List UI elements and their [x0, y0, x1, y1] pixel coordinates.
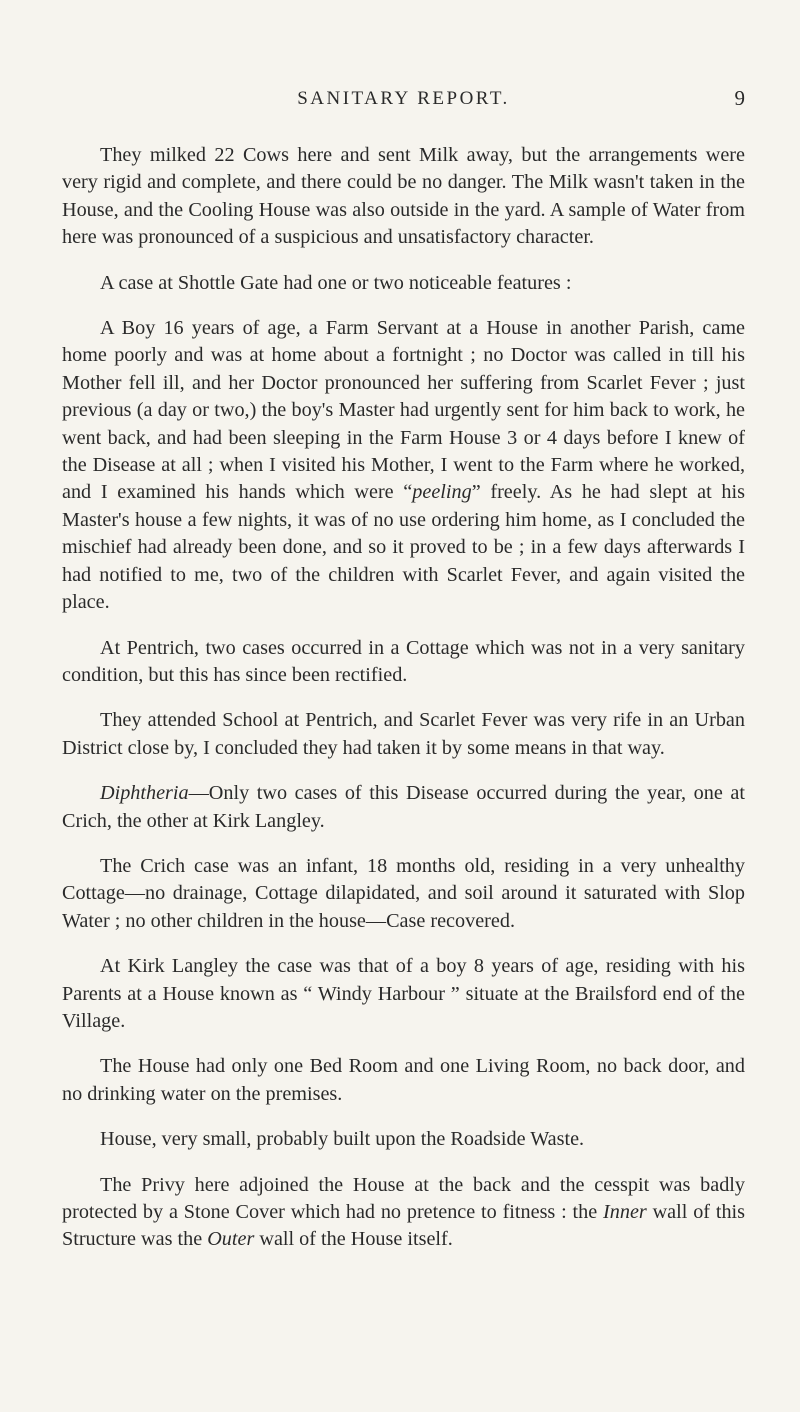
paragraph-roadside-waste: House, very small, probably built upon the Roadside Waste. — [100, 1128, 585, 1151]
page-number: 9 — [734, 86, 745, 110]
text-segment: wall of the House itself. — [254, 1228, 453, 1251]
paragraph-pentrich-school: They attended School at Pentrich, and Scarlet Fever was very rife in an Urban District close by, I concluded they had taken it by some means in that way. — [62, 709, 745, 759]
page-header — [62, 0, 745, 112]
italic-term-outer: Outer — [207, 1228, 255, 1251]
text-segment: A Boy 16 years of age, a Farm Servant at a House in another Parish, came home poorly and was at home about a fortnight ; no Doctor was called in till his Mother fell ill, and her Doctor pronounced her suffering from Scarlet Fever ; just previous (a day or two,) the boy's Master had urgently sent for him back to work, he went back, and had been sleeping in the Farm House 3 or 4 days before I knew of the Disease at all ; when I visited his Mother, I went to the Farm where he worked, and I examined his hands which were “ — [62, 317, 745, 504]
text-segment: ” freely. As he had slept at his Master's house a few nights, it was of no use ordering him home, as I concluded the mischief had already been done, and so it proved to be ; in a few days afterwards I had notified to me, two of the children with Scarlet Fever, and again visited the place. — [62, 481, 745, 614]
paragraph-shottle-gate: A case at Shottle Gate had one or two noticeable features : — [100, 271, 572, 294]
italic-term-peeling: peeling — [412, 481, 472, 504]
paragraph-privy — [62, 1172, 745, 1254]
paragraph-diphtheria — [62, 780, 745, 835]
text-segment: wall of this Structure was the — [62, 1201, 746, 1251]
paragraph-milk-cows: They milked 22 Cows here and sent Milk away, but the arrangements were very rigid and complete, and there could be no danger. The Milk wasn't taken in the House, and the Cooling House was also outside in the yard. A sample of Water from here was pronounced of a suspicious and unsatisfactory character. — [62, 144, 745, 249]
report-body — [62, 142, 745, 1254]
paragraph-farm-servant-boy — [62, 315, 745, 616]
paragraph-kirk-langley-case: At Kirk Langley the case was that of a boy 8 years of age, residing with his Parents at a House known as “ Windy Harbour ” situate at the Brailsford end of the Village. — [62, 955, 745, 1032]
text-segment: The Privy here adjoined the House at the back and the cesspit was badly protected by a Stone Cover which had no pretence to fitness : the — [62, 1173, 745, 1223]
paragraph-house-rooms: The House had only one Bed Room and one Living Room, no back door, and no drinking water on the premises. — [62, 1055, 745, 1105]
paragraph-pentrich-cottage: At Pentrich, two cases occurred in a Cottage which was not in a very sanitary condition, but this has since been rectified. — [62, 636, 745, 686]
text-segment: —Only two cases of this Disease occurred during the year, one at Crich, the other at Kirk Langley. — [62, 782, 745, 832]
running-head: SANITARY REPORT. — [297, 88, 510, 109]
italic-term-diphtheria: Diphtheria — [100, 782, 189, 805]
italic-term-inner: Inner — [603, 1201, 647, 1223]
paragraph-crich-case: The Crich case was an infant, 18 months old, residing in a very unhealthy Cottage—no drainage, Cottage dilapidated, and soil around it saturated with Slop Water ; no other children in the house—Case recovered. — [62, 854, 745, 932]
